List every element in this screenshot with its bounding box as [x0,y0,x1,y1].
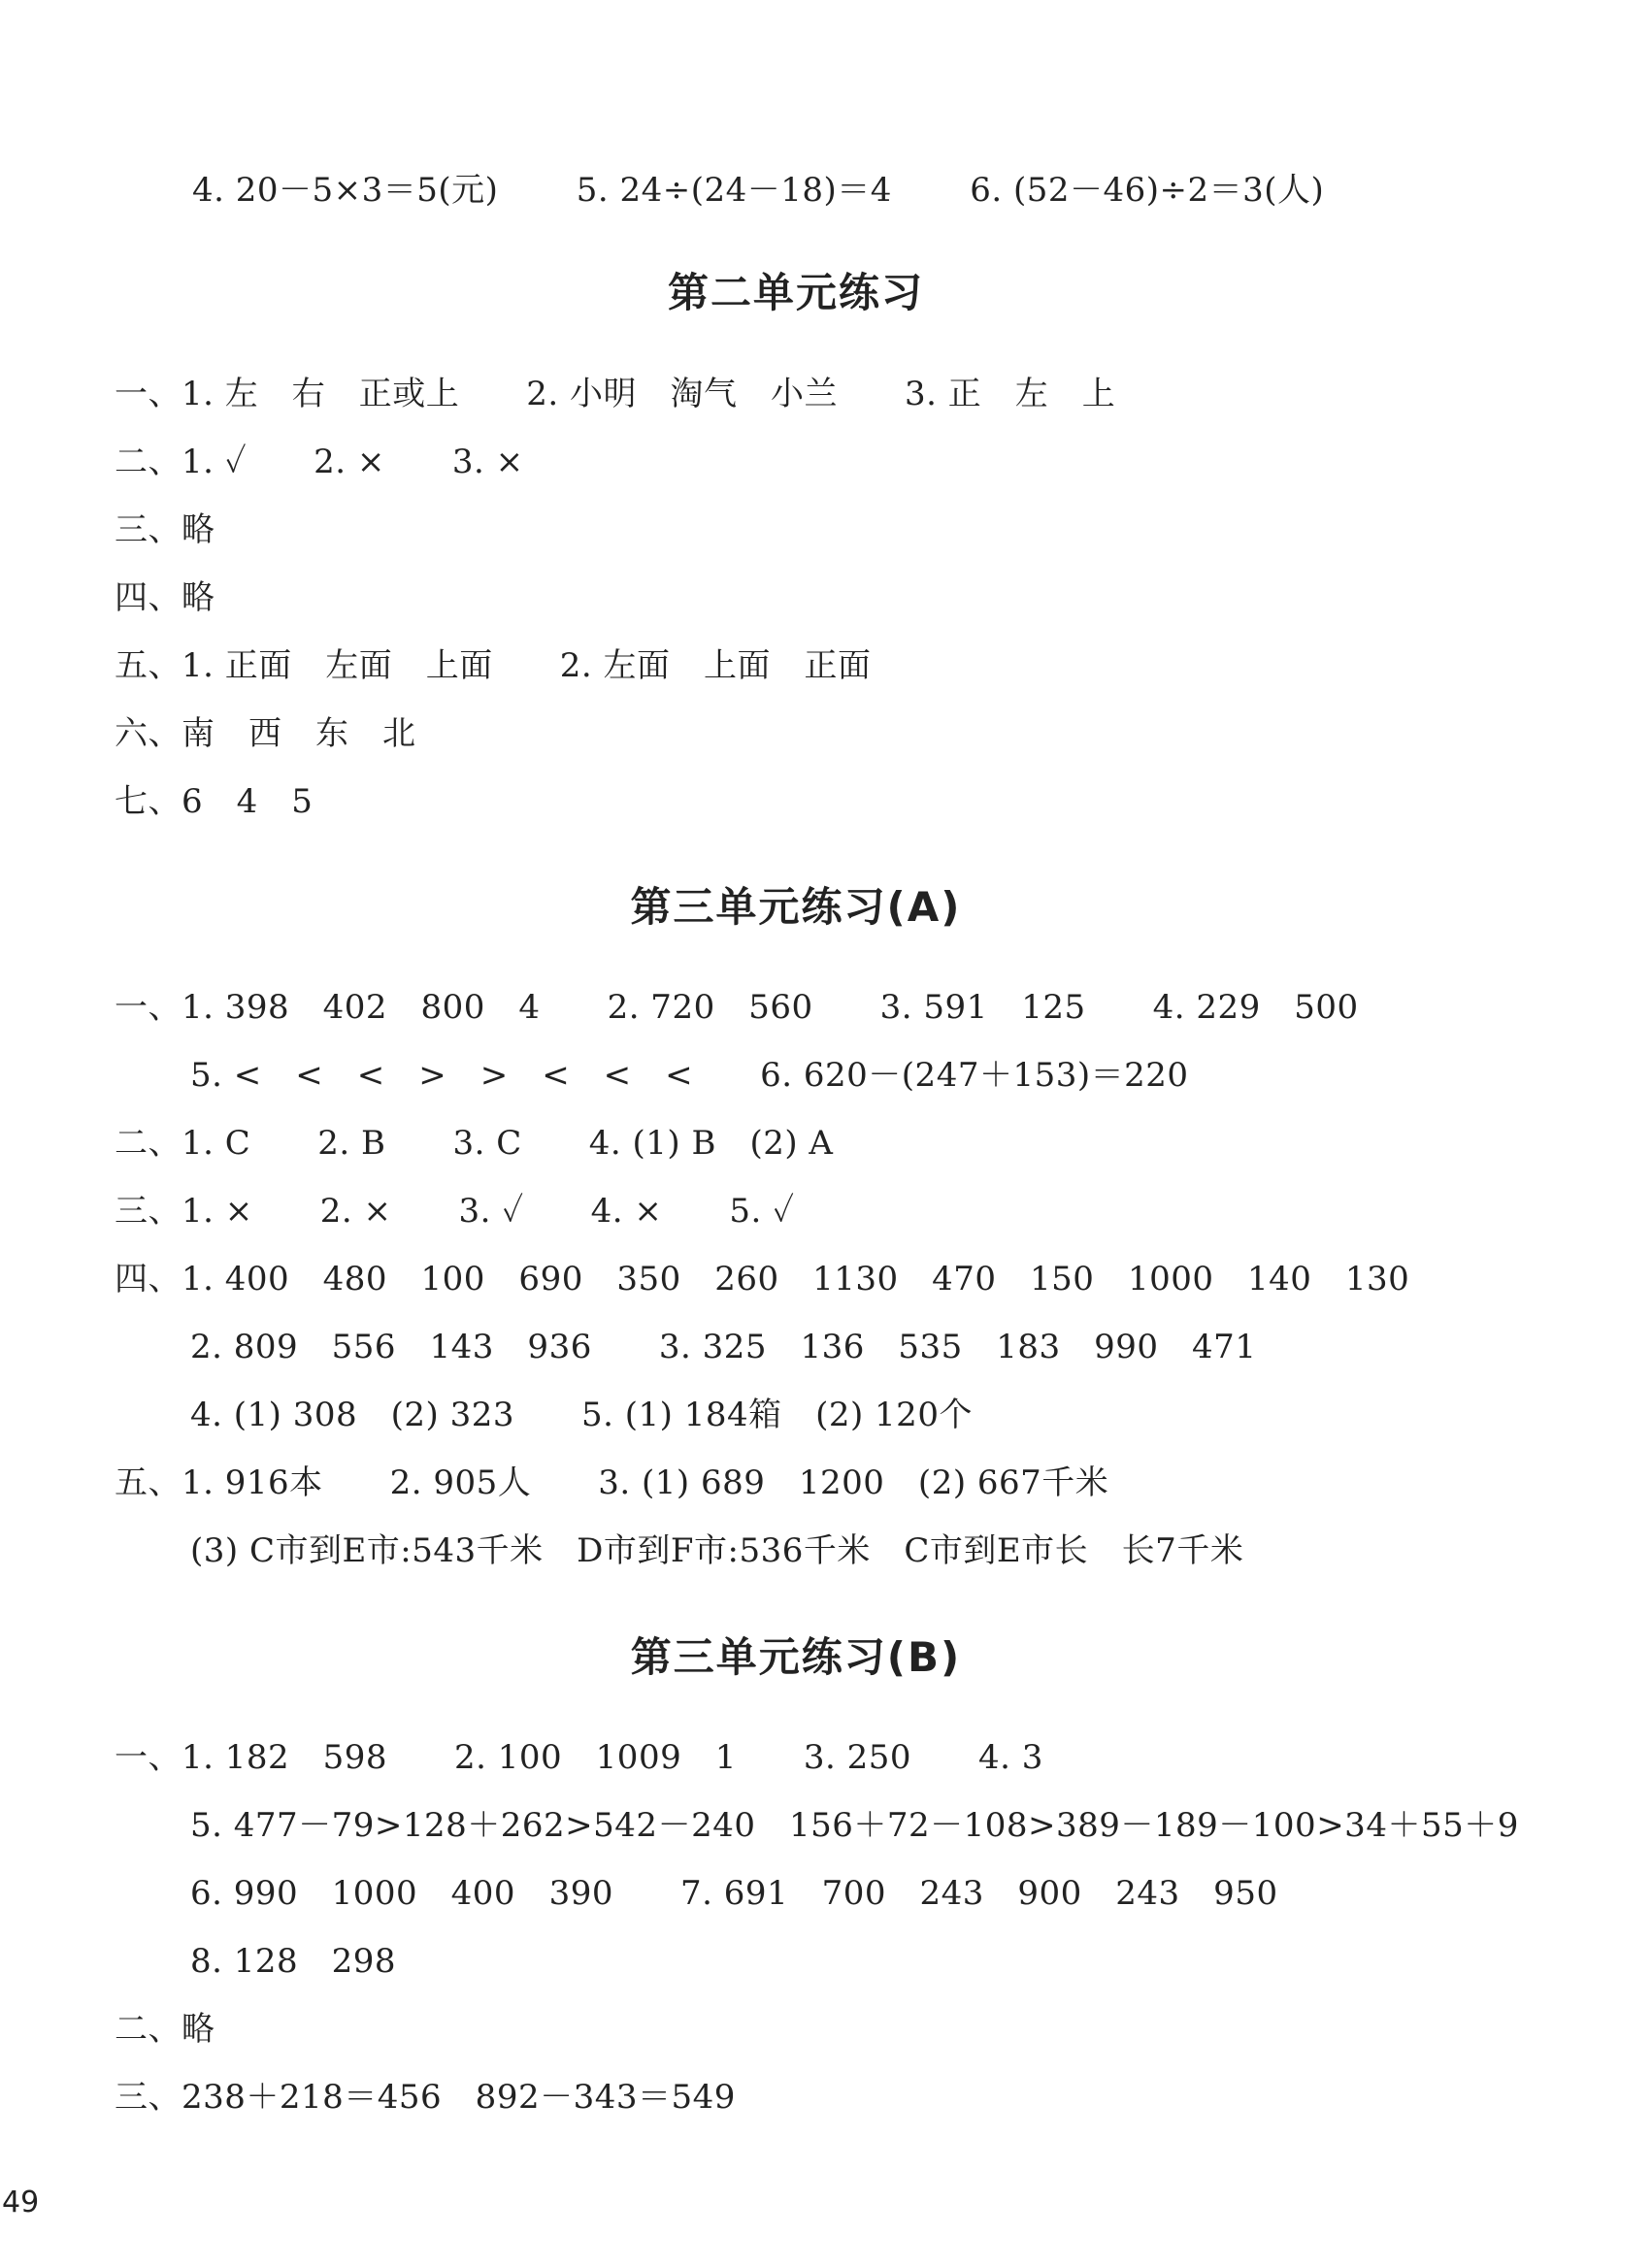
unit3b-heading: 第三单元练习(B) [630,1633,962,1681]
unit3b-line-2: 5. 477－79>128＋262>542－240 156＋72－108>389－189－100>34＋55＋9 [190,1806,1519,1845]
unit3a-line-4: 三、1. × 2. × 3. ✓ 4. × 5. ✓ [115,1192,795,1231]
unit3a-line-5: 四、1. 400 480 100 690 350 260 1130 470 150 1000 140 130 [115,1260,1410,1298]
unit3b-line-6: 三、238＋218＝456 892－343＝549 [115,2078,736,2117]
unit3a-line-3: 二、1. C 2. B 3. C 4. (1) B (2) A [115,1124,834,1163]
unit3a-heading: 第三单元练习(A) [630,883,962,931]
unit3b-line-3: 6. 990 1000 400 390 7. 691 700 243 900 243 950 [190,1874,1278,1913]
unit3b-line-4: 8. 128 298 [190,1942,397,1981]
unit2-line-3: 三、略 [115,510,215,549]
unit2-line-2: 二、1. ✓ 2. × 3. × [115,443,524,481]
unit3a-line-8: 五、1. 916本 2. 905人 3. (1) 689 1200 (2) 667千米 [115,1463,1109,1502]
unit3a-line-7: 4. (1) 308 (2) 323 5. (1) 184箱 (2) 120个 [190,1396,973,1434]
unit3a-line-2: 5. < < < > > < < < 6. 620－(247＋153)＝220 [190,1056,1189,1095]
unit2-line-5: 五、1. 正面 左面 上面 2. 左面 上面 正面 [115,646,872,685]
unit2-heading: 第二单元练习 [667,269,924,316]
unit3a-line-6: 2. 809 556 143 936 3. 325 136 535 183 990 471 [190,1328,1257,1366]
unit2-line-6: 六、南 西 东 北 [115,714,416,753]
unit2-line-4: 四、略 [115,578,215,617]
unit3a-line-9: (3) C市到E市:543千米 D市到F市:536千米 C市到E市长 长7千米 [190,1531,1244,1570]
unit2-line-1: 一、1. 左 右 正或上 2. 小明 淘气 小兰 3. 正 左 上 [115,375,1116,413]
unit3b-line-1: 一、1. 182 598 2. 100 1009 1 3. 250 4. 3 [115,1738,1043,1777]
unit2-line-7: 七、6 4 5 [115,782,314,821]
unit3b-line-5: 二、略 [115,2010,215,2049]
unit3a-line-1: 一、1. 398 402 800 4 2. 720 560 3. 591 125 4. 229 500 [115,988,1359,1027]
page-number: 49 [2,2186,40,2219]
top-answer-line: 4. 20－5×3＝5(元) 5. 24÷(24－18)＝4 6. (52－46)÷2＝3(人) [192,171,1325,210]
